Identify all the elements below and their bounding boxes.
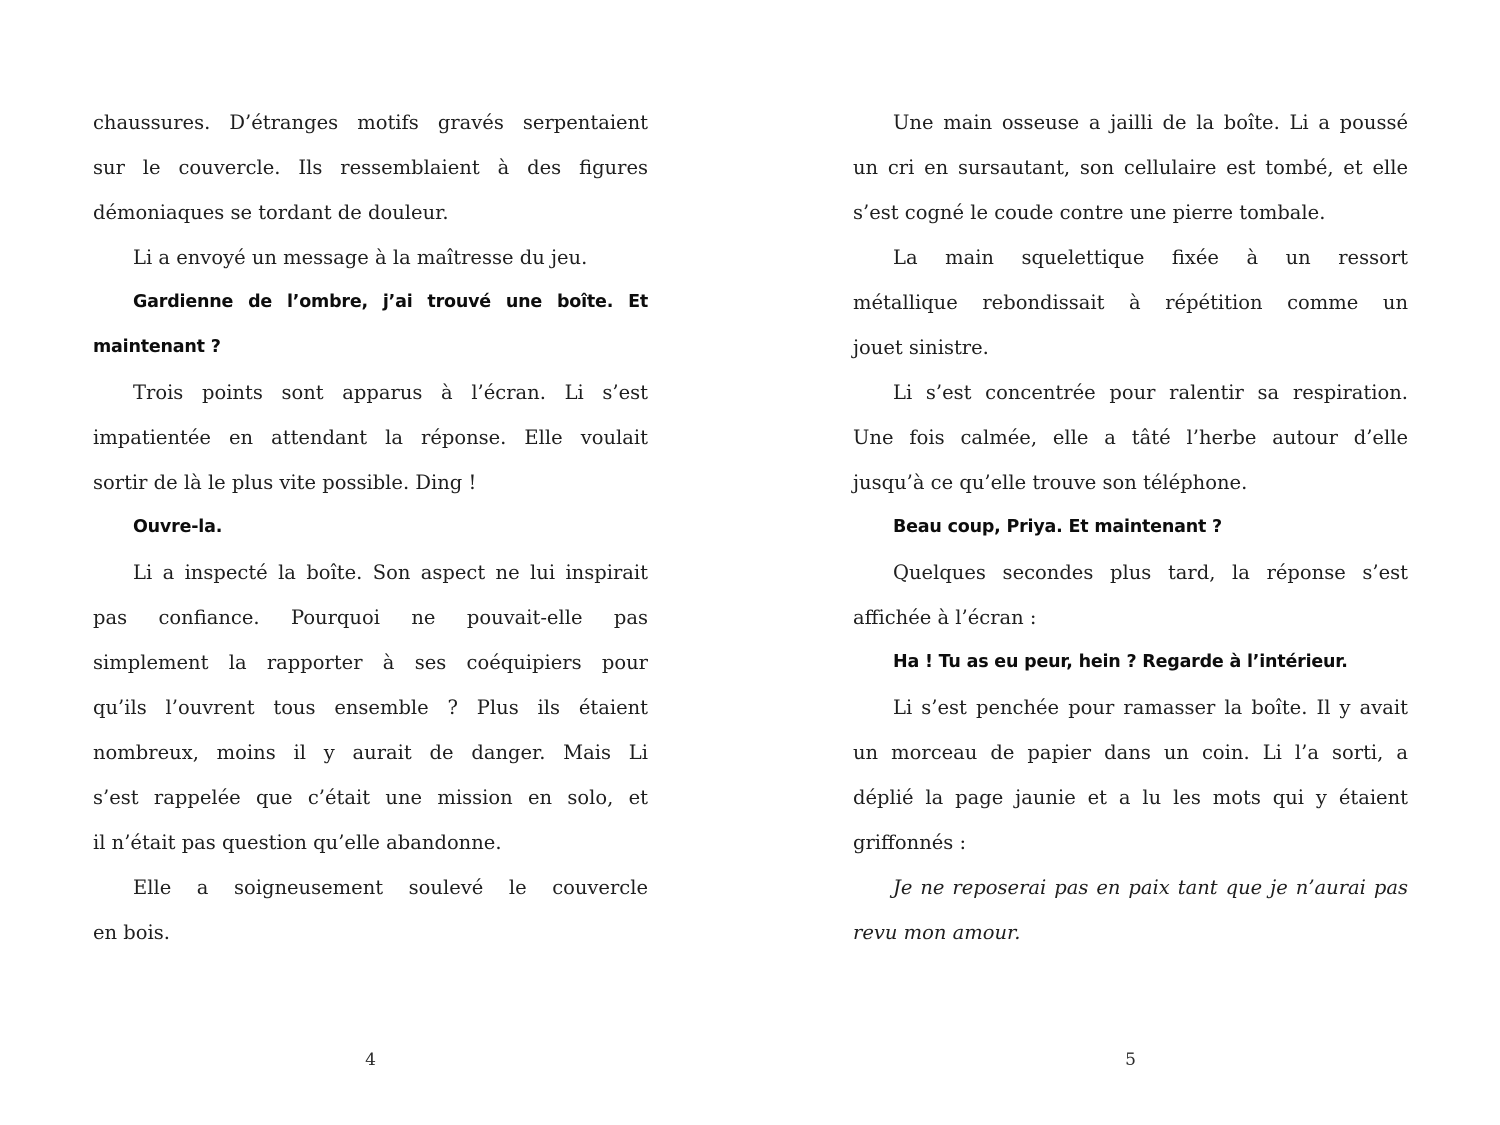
paragraph-indent	[93, 578, 133, 579]
text-line-content: La main squelettique fixée à un ressort	[893, 246, 1408, 269]
text-line-content: déplié la page jaunie et a lu les mots qui y étaient	[853, 786, 1408, 809]
text-line	[93, 595, 648, 640]
text-line	[93, 145, 648, 190]
text-line-content: s’est rappelée que c’était une mission en solo, et	[93, 786, 648, 809]
text-line-content: Li a inspecté la boîte. Son aspect ne lui inspirait	[133, 561, 648, 584]
text-line	[853, 505, 1408, 550]
page-right-text	[853, 100, 1408, 955]
page-number-right: 5	[1125, 1050, 1136, 1070]
text-line	[853, 730, 1408, 775]
text-line-content: Beau coup, Priya. Et maintenant ?	[893, 517, 1222, 537]
text-line	[93, 730, 648, 775]
paragraph-indent	[853, 893, 893, 894]
page-right	[853, 0, 1408, 1125]
text-line	[93, 820, 648, 865]
paragraph-indent	[853, 578, 893, 579]
text-line	[853, 595, 1408, 640]
paragraph-indent	[93, 893, 133, 894]
text-line-content: un morceau de papier dans un coin. Li l’a sorti, a	[853, 741, 1408, 764]
paragraph-indent	[93, 306, 133, 307]
text-line-content: affichée à l’écran :	[853, 606, 1037, 629]
text-line-content: Quelques secondes plus tard, la réponse s’est	[893, 561, 1408, 584]
paragraph-indent	[853, 398, 893, 399]
text-line-content: chaussures. D’étranges motifs gravés serpentaient	[93, 111, 648, 134]
text-line	[853, 190, 1408, 235]
text-line	[853, 685, 1408, 730]
text-line-content: Ouvre-la.	[133, 517, 223, 537]
paragraph-indent	[853, 666, 893, 667]
text-line	[93, 235, 648, 280]
text-line-content: Une main osseuse a jailli de la boîte. Li a poussé	[893, 111, 1408, 134]
text-line	[93, 190, 648, 235]
text-line	[93, 325, 648, 370]
text-line-content: qu’ils l’ouvrent tous ensemble ? Plus ils étaient	[93, 696, 648, 719]
text-line-content: Li a envoyé un message à la maîtresse du jeu.	[133, 246, 588, 269]
text-line	[853, 820, 1408, 865]
paragraph-indent	[853, 128, 893, 129]
text-line-content: un cri en sursautant, son cellulaire est tombé, et elle	[853, 156, 1408, 179]
text-line-content: il n’était pas question qu’elle abandonne.	[93, 831, 502, 854]
text-line	[853, 865, 1408, 910]
text-line	[93, 100, 648, 145]
text-line	[853, 370, 1408, 415]
text-line	[93, 415, 648, 460]
page-number-left: 4	[365, 1050, 376, 1070]
paragraph-indent	[93, 531, 133, 532]
paragraph-indent	[853, 531, 893, 532]
text-line-content: nombreux, moins il y aurait de danger. Mais Li	[93, 741, 648, 764]
text-line	[93, 280, 648, 325]
text-line	[853, 550, 1408, 595]
text-line-content: Je ne reposerai pas en paix tant que je n’aurai pas	[893, 876, 1408, 899]
text-line	[853, 280, 1408, 325]
text-line	[93, 370, 648, 415]
text-line	[853, 100, 1408, 145]
text-line-content: Trois points sont apparus à l’écran. Li s’est	[133, 381, 648, 404]
text-line-content: métallique rebondissait à répétition comme un	[853, 291, 1408, 314]
text-line-content: Gardienne de l’ombre, j’ai trouvé une boîte. Et	[133, 292, 648, 312]
text-line-content: Ha ! Tu as eu peur, hein ? Regarde à l’intérieur.	[893, 652, 1348, 672]
text-line	[93, 910, 648, 955]
text-line-content: sortir de là le plus vite possible. Ding !	[93, 471, 477, 494]
page-left-text	[93, 100, 648, 955]
text-line-content: Elle a soigneusement soulevé le couvercle	[133, 876, 648, 899]
text-line	[853, 910, 1408, 955]
text-line	[853, 235, 1408, 280]
text-line	[93, 460, 648, 505]
text-line	[93, 550, 648, 595]
text-line-content: en bois.	[93, 921, 170, 944]
text-line	[93, 640, 648, 685]
text-line-content: démoniaques se tordant de douleur.	[93, 201, 449, 224]
paragraph-indent	[93, 263, 133, 264]
text-line-content: pas confiance. Pourquoi ne pouvait-elle pas	[93, 606, 648, 629]
text-line	[853, 460, 1408, 505]
text-line-content: griffonnés :	[853, 831, 967, 854]
text-line	[853, 415, 1408, 460]
text-line-content: Li s’est concentrée pour ralentir sa respiration.	[893, 381, 1408, 404]
text-line	[93, 685, 648, 730]
text-line	[853, 145, 1408, 190]
text-line-content: maintenant ?	[93, 337, 221, 357]
text-line	[93, 775, 648, 820]
text-line-content: sur le couvercle. Ils ressemblaient à des figures	[93, 156, 648, 179]
paragraph-indent	[853, 713, 893, 714]
text-line	[93, 865, 648, 910]
page-left	[93, 0, 648, 1125]
text-line	[853, 640, 1408, 685]
text-line	[93, 505, 648, 550]
text-line-content: jusqu’à ce qu’elle trouve son téléphone.	[853, 471, 1248, 494]
text-line	[853, 325, 1408, 370]
text-line	[853, 775, 1408, 820]
text-line-content: s’est cogné le coude contre une pierre tombale.	[853, 201, 1326, 224]
text-line-content: jouet sinistre.	[853, 336, 989, 359]
text-line-content: Li s’est penchée pour ramasser la boîte. Il y avait	[893, 696, 1408, 719]
text-line-content: revu mon amour.	[853, 921, 1021, 944]
text-line-content: simplement la rapporter à ses coéquipiers pour	[93, 651, 648, 674]
text-line-content: impatientée en attendant la réponse. Elle voulait	[93, 426, 648, 449]
paragraph-indent	[853, 263, 893, 264]
paragraph-indent	[93, 398, 133, 399]
text-line-content: Une fois calmée, elle a tâté l’herbe autour d’elle	[853, 426, 1408, 449]
